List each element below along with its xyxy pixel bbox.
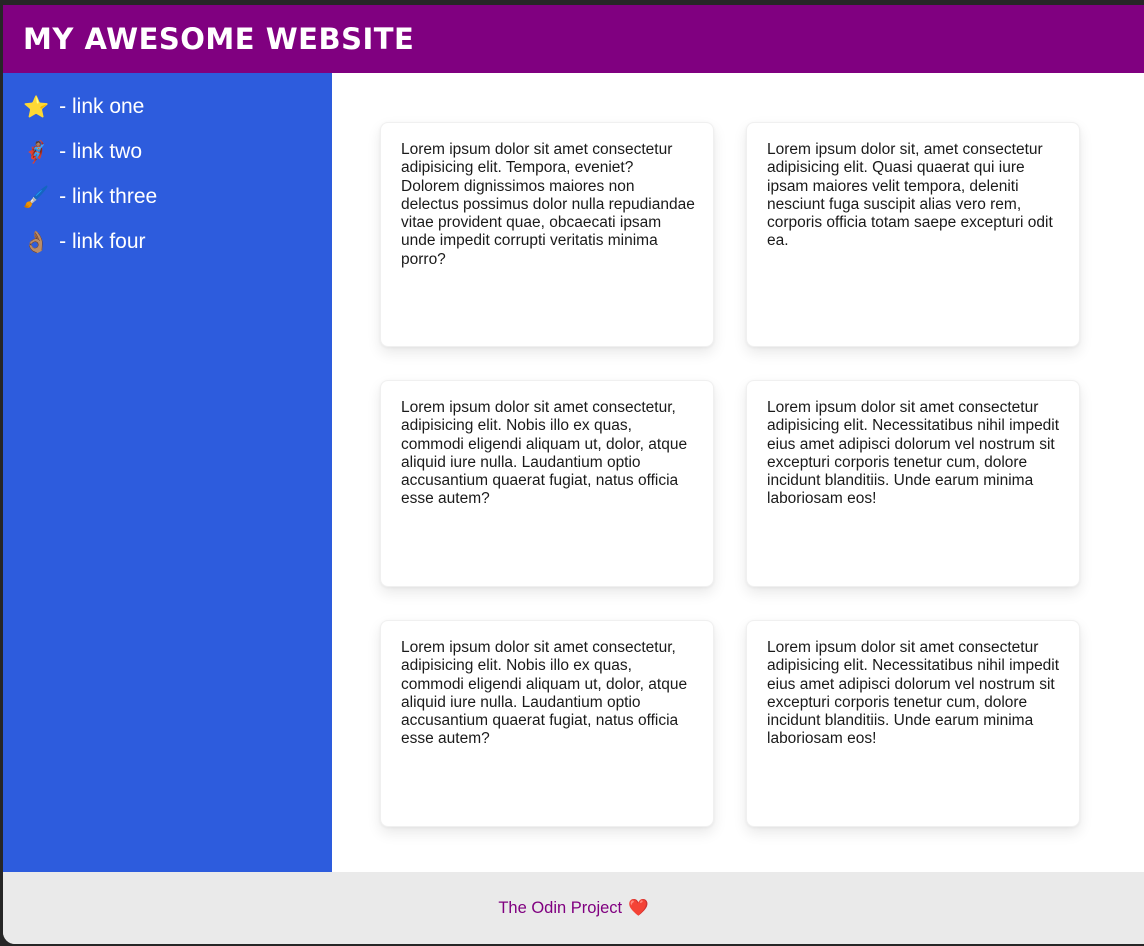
odin-project-link[interactable] <box>498 899 648 918</box>
star-icon: ⭐ <box>23 95 50 119</box>
main-content <box>332 73 1144 872</box>
lorem-card: Lorem ipsum dolor sit amet consectetur, adipisicing elit. Nobis illo ex quas, commodi eligendi aliquam ut, dolor, atque aliquid iure nulla. Laudantium optio accusantium quaerat fugiat, natus officia esse autem? <box>380 620 714 827</box>
odin-project-link-label: The Odin Project <box>498 898 623 917</box>
card-grid <box>380 122 1080 827</box>
sidebar-item-label: - link one <box>59 95 145 118</box>
page-header <box>3 5 1144 73</box>
page-footer <box>3 872 1144 944</box>
paintbrush-icon: 🖌️ <box>23 185 50 209</box>
sidebar-link-list <box>23 95 332 254</box>
ok-hand-icon: 👌🏽 <box>23 230 50 254</box>
lorem-card: Lorem ipsum dolor sit amet consectetur adipisicing elit. Necessitatibus nihil impedit eius amet adipisci dolorum vel nostrum sit excepturi corporis tenetur cum, dolore incidunt blanditiis. Unde earum minima laboriosam eos! <box>746 620 1080 827</box>
sidebar-item-link-three[interactable] <box>23 185 332 209</box>
sidebar-item-link-four[interactable] <box>23 230 332 254</box>
sidebar-item-label: - link two <box>59 140 143 163</box>
lorem-card: Lorem ipsum dolor sit amet consectetur, adipisicing elit. Nobis illo ex quas, commodi eligendi aliquam ut, dolor, atque aliquid iure nulla. Laudantium optio accusantium quaerat fugiat, natus officia esse autem? <box>380 380 714 587</box>
heart-icon: ❤️ <box>628 898 649 917</box>
lorem-card: Lorem ipsum dolor sit, amet consectetur adipisicing elit. Quasi quaerat qui iure ipsam maiores velit tempora, deleniti nesciunt fuga suscipit alias vero rem, corporis officia totam saepe excepturi odit ea. <box>746 122 1080 347</box>
sidebar-item-label: - link four <box>59 230 146 253</box>
sidebar <box>3 73 332 872</box>
sidebar-item-label: - link three <box>59 185 158 208</box>
lorem-card: Lorem ipsum dolor sit amet consectetur adipisicing elit. Tempora, eveniet? Dolorem dignissimos maiores non delectus possimus dolor nulla repudiandae vitae provident quae, obcaecati ipsam unde impedit corrupti veritatis minima porro? <box>380 122 714 347</box>
sidebar-item-link-one[interactable] <box>23 95 332 119</box>
sidebar-item-link-two[interactable] <box>23 140 332 164</box>
site-title: MY AWESOME WEBSITE <box>23 22 415 56</box>
content-row <box>3 73 1144 872</box>
lorem-card: Lorem ipsum dolor sit amet consectetur adipisicing elit. Necessitatibus nihil impedit eius amet adipisci dolorum vel nostrum sit excepturi corporis tenetur cum, dolore incidunt blanditiis. Unde earum minima laboriosam eos! <box>746 380 1080 587</box>
browser-viewport <box>3 5 1144 944</box>
superhero-icon: 🦸🏽 <box>23 140 50 164</box>
